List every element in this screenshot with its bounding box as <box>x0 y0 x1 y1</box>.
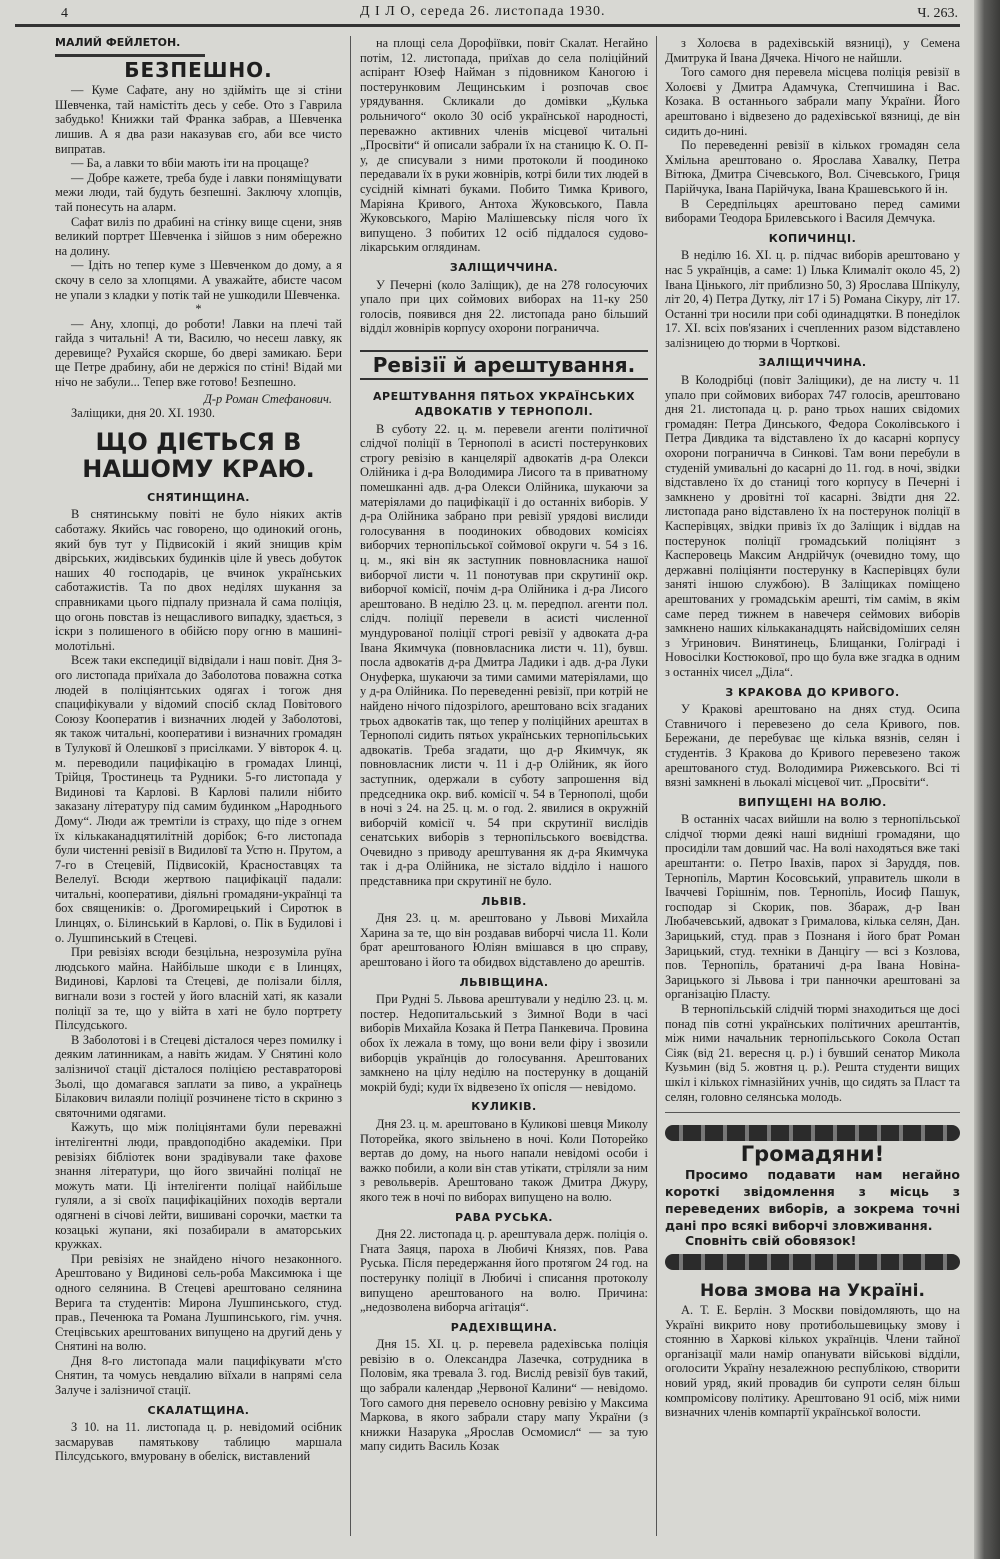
byline: Д-р Роман Стефанович. <box>204 391 332 406</box>
column-2 <box>360 36 648 1546</box>
page-edge-shadow <box>974 0 1000 1559</box>
section-kicker: МАЛИЙ ФЕЙЛЕТОН. <box>55 36 205 57</box>
paragraph: Дня 23. ц. м. арештовано у Львові Михайла Харина за те, що він роздавав виборчі числа 11. Коли брат арештованого Юліян вмішався в цю справу, арештовано і його та обидвох відставлено до арештів. <box>360 911 648 970</box>
paragraph: — Ану, хлопці, до роботи! Лавки на плечі тай гайда з читальні! А ти, Василю, чо несеш лавку, як деревище? Рухайся скорше, бо двері замикаю. Бери ще Петре драбину, аби не держіся по стіні! Відай ми нічо не забули... Тепер вже готово! Безпешно. <box>55 316 342 390</box>
paragraph: При ревізіях всюди безцільна, незрозуміла руїна людського майна. Найбільше шкоди є в Ілинцях, Видинові, Карлові та Стецеві, де полізали білля, вигнали вози з гостей у його власній хаті, як казали поліції за те, що у війта в хаті не було портрету Пілсудського. <box>55 945 342 1033</box>
paragraph: Дня 23. ц. м. арештовано в Куликові шевця Миколу Потоpейка, якого звільнено в ночі. Коли Потоpейко вертав до дому, на нього напали невідомі особи і важко побили, а коли він став утікати, стріляли за ним з револьверів. Арештовано також Дмитра Джуру, якого теж в ночі по виборах випущено на волю. <box>360 1116 648 1204</box>
paragraph: Того самого дня перевела місцева поліція ревізії в Холоєві у Дмитра Адамчука, Степчишина і Вас. Козака. В останнього забрали мапу України. Його арештовано і відвезено до радехівської вязниці, де він сидить до-нині. <box>665 65 960 138</box>
paragraph: Кажуть, що між поліціянтами були переважні інтелігентні люди, правдоподібно академіки. При ревізіях бібліотек вони зрадівували таке фахове знання літератури, що його звичайні поліцаї не можуть мати. Ці інтелігенти поліцаї найбільше гуляли, а зі своїх пацифікаційних походів вертали одягнені в січові лейти, вишивані сорочки, маєтки та козацькі жупани, які позабирали в аматорських кружках. <box>55 1120 342 1252</box>
section-heading: КУЛИКІВ. <box>471 1100 537 1114</box>
feature-heading: Ревізії й арештування. <box>360 350 648 381</box>
section-heading: РАВА РУСЬКА. <box>455 1210 553 1224</box>
feature-heading: ЩО ДІЄТЬСЯ В НАШОМУ КРАЮ. <box>82 427 315 483</box>
section-heading: КОПИЧИНЦІ. <box>768 231 857 245</box>
paragraph: В Заболотові і в Стецеві дісталося через помилку і деяким латинникам, а навіть жидам. У Снятині коло залізничої стації дісталося поліцією реставраторові Зьолі, що домагався заплати за пиво, а українець Білакович вилаяли поліції розчинене тісто в скриню з святочними одягами. <box>55 1032 342 1120</box>
paragraph: При ревізіях не знайдено нічого незаконного. Арештовано у Видинові сель-роба Максимюка і ще одного селянина. В Стецеві арештовано селянина Верига та студентів: Мирона Лушпинського, студ. прав., Печенюка та Романа Лушпинського, гім. учня. Стецівських арештованих випущено на другий день у Снятині на волю. <box>55 1251 342 1354</box>
announcement-body: Просимо подавати нам негайно короткі звідомлення з місць з переведених виборів, а зокрема точні дані про всякі виборчі зловживання. <box>665 1166 960 1233</box>
decorative-band <box>665 1254 960 1270</box>
dateline: Заліщики, дня 20. XI. 1930. <box>71 406 215 421</box>
paragraph: В суботу 22. ц. м. перевели агенти політичної слідчої поліції в Тернополі в асисті постерункових строгу ревізію в канцелярії адвокатів д-ра Олекси Олійника і д-ра Володимира Лисого та в приватному помешканні адв. д-ра Олекси Олійника, шукаючи за матеріялами до пацифікації і до останніх виборів. У д-ра Олійника забрано при ревізії урядові вислиди голосування в поодиноких обводових комісіях виборчих тернопільської соймової округи ч. 54 з 16. ц. м., які він як заступник повновласника нашої виборчої листи ч. 11 понотував при скрутинії окр. виборчої комісії, почім д-ра Олійника і д-ра Лисого арештовано. В неділю 23. ц. м. передпол. агенти пол. слідч. поліції перевели в асисті численної мундурованої поліції строгі ревізії у адвоката д-ра Івана Якимчука (повновласника листи ч. 11), бувш. посла адвокатів д-ра Дмитра Ладики і адв. д-ра Луки Онуферка, шукаючи за тими самими матеріялами, що у д-ра Олійника. По переведенні ревізії, при котрій не найдено нічого підозрілого, арештовано всіх згаданих трьох адвокатів так, що тепер у поліційних арештах в Тернополі сидить пятьох українських тернопільських адвокатів. Треба згадати, що д-р Якимчук, як повновласник листи ч. 11 і д-р Олійник, як його заступник, одержали в суботу запрошення від председника окр. виб. комісії ч. 54 в Тернополі, щоби в ночі з 24. на 25. ц. м. о год. 2. явилися в окружній виборчій комісії ч. 54 при скрутинії вислідів сенатських виборів з тернопільського воєвідства. Очевидно з приводу арештування як д-ра Якимчука так і д-ра Олійника, не зістало відділо і нашого представника при скрутинії не було. <box>360 421 648 889</box>
article-title: Нова змова на Україні. <box>700 1281 925 1302</box>
announcement-title: Громадяни! <box>740 1142 885 1167</box>
paragraph: — Добре кажете, треба буде і лавки поняміщувати межи люди, тай будуть безпешні. Заключу хлопців, тай понесуть на аларм. <box>55 170 342 214</box>
paragraph: У Кракові арештовано на днях студ. Осипа Ставничого і перевезено до села Кривого, пов. Бережани, де перебуває ще кілька вязнів, селян і студентів. З Кракова до Кривого перевезено також арештованого студ. Володимира Рижевського. Всі ті вязні замкнені в льокалі місцевої чит. „Просвіти“. <box>665 702 960 790</box>
column-1 <box>55 36 342 1546</box>
page-header <box>55 4 960 26</box>
paragraph: — Куме Сафате, ану но здійміть ще зі стіни Шевченка, тай намістіть десь у себе. Ото з Гаврила забудько! Книжки тай Франка забрав, а Шевченка лишив. А я два рази наказував єго, аби все чисто випратав. <box>55 83 342 156</box>
section-heading: ЗАЛІЩИЧЧИНА. <box>449 260 559 274</box>
section-heading: СНЯТИНЩИНА. <box>147 490 250 504</box>
section-heading: ЗАЛІЩИЧЧИНА. <box>758 356 867 370</box>
paragraph: Дня 15. XI. ц. р. перевела радехівська поліція ревізію в о. Олександра Лазечка, сотрудника в Половім, яка тревала 3. год. Вислід ревізії був такий, що забрали календар „Червоної Калини“ — невідомо. Того самого дня перевело основну ревізію у Максима Маркова, в якого забрали стару мапу України (з книжки Назарука „Ярослав Осмомисл“ — за тую мапу сидить Василь Козак <box>360 1337 648 1454</box>
header-rule <box>15 24 960 27</box>
paragraph: Дня 22. листопада ц. р. арештувала держ. поліція о. Гната Заяця, пароха в Любичі Князях, пов. Рава Руська. Після передержання його протягом 24 год. на постерунку поліції в Любичі і списання протоколу випущено арештованого на волю. Причина: „недозволена виборча агітація“. <box>360 1227 648 1315</box>
column-divider <box>656 36 657 1536</box>
paragraph: А. Т. Е. Берлін. З Москви повідомляють, що на Україні викрито нову протибольшевицьку змову і стоянню в Харкові кількох українців. Члени тайної організації мали намір опанувати військові відділи, оголосити Україну незалежною республікою, створити новий уряд, який провадив би супроти селян більш компромісову політику. Арештовано 91 осіб, між ними визначних членів компартії української волости. <box>665 1302 960 1420</box>
paragraph: В тернопільській слідчій тюрмі знаходиться ще досі понад пів сотні українських політичних арештантів, між ними начальник тернопільського Сокола Остап Сіяк (від 21. вересня ц. р.) і бувший сенатор Микола Кузьмин (від 5. жовтня ц. р.). Решта студенти вищих шкіл і кількох гімназійних учнів, що сидять за Пласт та селян, головно селянська молодь. <box>665 1002 960 1104</box>
paragraph: Дня 8-го листопада мали пацифікувати м'сто Снятин, та чомусь невдалию віїхали в напрямі села Залуче і залізничої стації. <box>55 1353 342 1398</box>
paragraph: — Ідіть но тепер куме з Шевченком до дому, а я скочу в село за хлопцями. А уважайте, абисте часом не упали з кладки у потік тай не ушкодили Шевченка. <box>55 258 342 302</box>
paragraph: на площі села Дорофіївки, повіт Скалат. Негайно потім, 12. листопада, приїхав до села поліційний аспірант Юзеф Найман з підовником Каногою і постерунковим Лещинським і розпочав своє урядування. Скликали до домівки „Кулька рольничого“ около 30 осіб української народності, переважно активних членів місцевої читальні „Просвіти“ й описали забрали їх на станицю К. О. П-у, де списували з ними протоколи й поодиноко передавали їх в руки жовнірів, котрі били тих людей в сусідній кімнаті буками. Побито Тимка Кривого, Маріяна Кривого, Антоха Жуковського, Павла Жуковського, Марію Малішевську після чого їх випущено. З побитих 12 осіб піддалося судово-лікарським оглядинам. <box>360 36 648 255</box>
paragraph: з Холоєва в радехівській вязниці), у Семена Дмитрука й Івана Дячека. Нічого не найшли. <box>665 36 960 65</box>
paragraph: В останніх часах вийшли на волю з тернопільської слідчої тюрми деякі наші видніші громадяни, що просиділи там довший час. На волі находяться вже такі арештанти: о. Петро Івахів, парох зі Заруддя, пов. Тернопіль, Мартин Косовський, управитель школи в Іваччеві Горішнім, пов. Тернопіль, Иосиф Пашук, господар зі Скорик, пов. Збараж, д-р Іван Любачевський, адвокат з Грималова, кілька селян, Дан. Зарицький, студ. прав з Познаня і його брат Роман Зарицький, студ. техніки в Данцігу — всі з Козлова, пов. Тернопіль, братаничі д-ра Івана Новіна-Зарицького зі Львова і три панночки арештовані за організацію Пласту. <box>665 812 960 1002</box>
article-title: БЕЗПЕШНО. <box>124 57 273 82</box>
issue-number: Ч. 263. <box>917 6 958 21</box>
section-heading: РАДЕХІВЩИНА. <box>450 1320 558 1334</box>
column-3 <box>665 36 960 1546</box>
paragraph: В снятинськму повіті не було ніяких актів саботажу. Якийсь час говорено, що одинокий огонь, який був тут у Підвисокій і який знищив крім двірських, жидівських будинків ціле й увесь добуток наших 40 господарів, це вчинок українських саботажистів. Та по двох неділях шукання за справниками цього підпалу признала й сама поліція, що огонь повстав із нещасливого випадку, здається, з іскри з полишеного в обійсю пору огню в машині-молотільні. <box>55 507 342 653</box>
masthead: Д І Л О, середа 26. листопада 1930. <box>360 4 606 19</box>
section-heading: ЛЬВІВ. <box>481 894 527 908</box>
paragraph: З 10. на 11. листопада ц. р. невідомий осібник засмарував памятькову таблицю маршала Пілсудського, вмуровану в обеліск, виставлений <box>55 1420 342 1464</box>
section-heading: СКАЛАТЩИНА. <box>147 1403 250 1417</box>
page-number: 4 <box>61 6 68 21</box>
column-divider <box>350 36 351 1536</box>
paragraph: Всеж таки експедиції відвідали і наш повіт. Дня 3-ого листопада приїхала до Заболотова поважна сотка людей в поліціянтських одягах і тогож дня спацифікували у відомий спосіб склад Повітового Союзу Кооператив і визначних людей у Заболотові, як також читальні, кооперативи і визначних громадян в Тулуковї й Олешковї з присілками. У вівторок 4. ц. м. переводили пацифікацію в громадах Ілинці, Трійця, Тростинець та Рудники. 5-го листопада у Видинові та Карлові. В Карлові палили нібито заказану літературу під самим будинком „Народнього Дому“. Люди аж тремтіли із страху, що піде з огнем їх кількаканадцятилітній дорібок; 6-го листопада були чистенні ревізії в Видиловї та Устю н. Прутом, а 7-го в Стецевій, Підвисокій, Красноставцях та Велелуї. Всюди жертвою пацифікації падали: читальні, кооперативи, діяльні громадяни-українці та бох священиків: о. Дрогомирецький і Сиротюк в Ілинцях, о. Білинський в Карлові, о. Пік в Будилові і о. Лушпинський в Стецеві. <box>55 653 342 945</box>
paragraph: В Середпільцях арештовано перед самими виборами Теодора Брилевського і Василя Демчука. <box>665 196 960 226</box>
section-heading: З КРАКОВА ДО КРИВОГО. <box>725 685 900 699</box>
paragraph: В Колодрібці (повіт Заліщики), де на листу ч. 11 упало при соймових виборах 747 голосів, арештовано дня 21. листопада ц. р. рано трьох наших свідомих громадян: Петра Динського, Федора Соколівського і Петра Дивдика та відставлено їх до касарні корпусу охорони пограничча в Синкові. Там вони перебули в студеній умивальні до касарні до 11. год. в ночі, звідки відставлено їх до станиці того корпусу в Печерні і замкнено у дровітні тої касарні. Звідти дня 22. листопада рано відставлено їх на постерунок поліції в Касперівцях, звідки привіз їх до Заліщик і віддав на постерунок поліції громадський поліціянт з Касперовець Максим Андрійчук (очевидно тому, що державні поліціянти постерунку в Касперівцях були заняті іншою службою). В Заліщиках поміщено арештованих у громадськім арешті, тім самім, в якім саме перед тижнем в навечеря сеймових виборів замкнено наших кількаканадцять найсвідоміших селян з Угринович. Винятинець, Блищанки, Голіграді і Новосілки Костюкової, про що була вже згадка в одним з останніх чисел „Діла“. <box>665 373 960 679</box>
paragraph: Сафат виліз по драбині на стінку вище сцени, зняв великий портрет Шевченка і зійшов з ним обережно на долину. <box>55 214 342 258</box>
decorative-band <box>665 1125 960 1141</box>
section-heading: АРЕШТУВАННЯ ПЯТЬОХ УКРАЇНСЬКИХ АДВОКАТІВ У ТЕРНОПОЛІ. <box>373 390 635 419</box>
paragraph: — Ба, а лавки то вбіи мають іти на процаще? <box>71 156 309 171</box>
announcement-box <box>665 1112 960 1270</box>
announcement-call: Сповніть свій обовязок! <box>685 1232 857 1248</box>
paragraph: По переведенні ревізії в кількох громадян села Хмільна арештовано о. Ярослава Хавалку, Петра Вітюка, Дмитра Січевського, Вол. Січевського, Гриця Парійчука, Івана Парійчука, Івана Крашевського й ін. <box>665 138 960 196</box>
paragraph: В неділю 16. XI. ц. р. підчас виборів арештовано у нас 5 українців, а саме: 1) Ілька Клималіт около 45, 2) Івана Цінького, літ приблизно 50, 3) Ярослава Шпікулу, літ 20, 4) Петра Дутку, літ 17 і 5) Романа Сікуру, літ 17. Останні три носили при собі одинадцятки. В понеділок 17. XI. всіх пов'язаних і счепленних разом відставлено залізницею до тюрми в Чорткові. <box>665 248 960 350</box>
separator: * <box>195 302 202 317</box>
section-heading: ЛЬВІВЩИНА. <box>459 975 549 989</box>
paragraph: У Печерні (коло Заліщик), де на 278 голосуючих упало при цих соймових виборах на 11-ку 250 голосів, появився дня 22. листопада рано більший відділ жовнірів корпусу охорони пограничча. <box>360 277 648 336</box>
section-heading: ВИПУЩЕНІ НА ВОЛЮ. <box>738 795 887 809</box>
paragraph: При Рудні 5. Львова арештували у неділю 23. ц. м. постер. Недопитальський з Зимної Води в часі виборів Михайла Козака й Петра Панкевича. Провина обох їх лежала в тому, що вони вели фіру і звозили виборців українців до голосування. Арештованих замкнено на цілу неділю на постерунку в дощаній мокрій буді; куди їх відвезено їх опісля — невідомо. <box>360 992 648 1094</box>
